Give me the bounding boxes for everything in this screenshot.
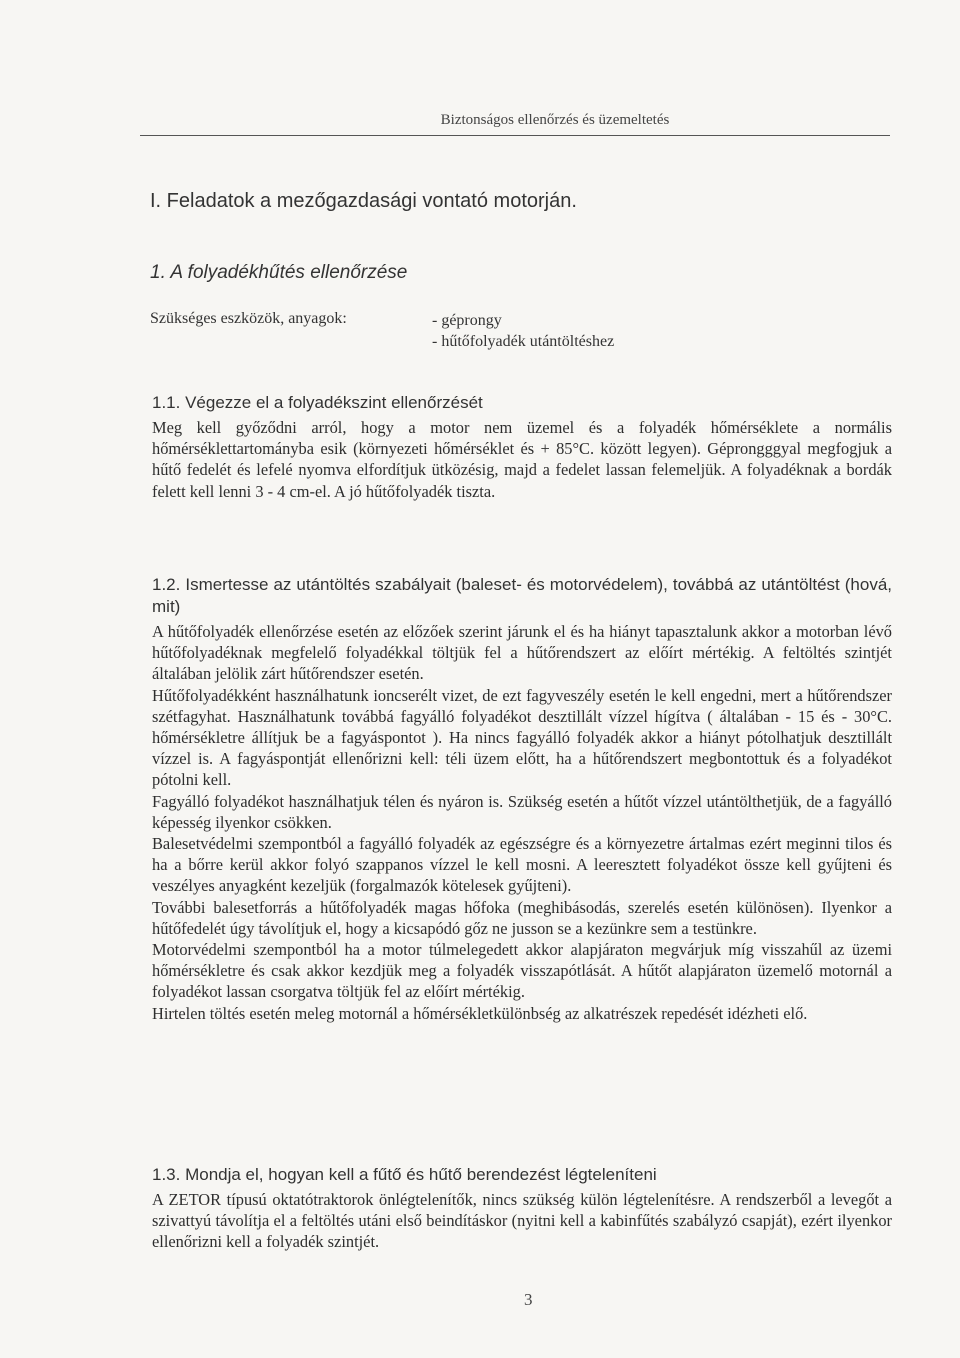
subsection-heading: 1.3. Mondja el, hogyan kell a fűtő és hűtő berendezést légteleníteni xyxy=(152,1165,657,1184)
paragraph: Hirtelen töltés esetén meleg motornál a hőmérsékletkülönbség az alkatrészek repedését idézheti elő. xyxy=(152,1003,808,1023)
subsection-1-1 xyxy=(152,392,892,502)
paragraph: További balesetforrás a hűtőfolyadék magas hőfoka (meghibásodás, szerelés esetén különösen). Ilyenkor a hűtőfedelét úgy távolítjuk el, hogy a kicsapódó gőz ne jusson se a kezünkre sem a testünkre. xyxy=(152,897,892,938)
running-header-text: Biztonságos ellenőrzés és üzemeltetés xyxy=(440,112,670,128)
chapter-title: I. Feladatok a mezőgazdasági vontató motorján. xyxy=(150,190,577,212)
subsection-1-2 xyxy=(152,574,892,1024)
paragraph: Meg kell győződni arról, hogy a motor nem üzemel és a folyadék hőmérséklete a normális hőmérséklettartományba esik (környezeti hőmérséklet és + 85°C. között legyen). Géprongggyal megfogjuk a hűtő fedelét és lefelé nyomva elfordítjuk ütközésig, majd a fedelet lassan felemeljük. A folyadéknak a bordák felett kell lenni 3 - 4 cm-el. A jó hűtőfolyadék tiszta. xyxy=(152,418,892,501)
paragraph: A ZETOR típusú oktatótraktorok önlégtelenítők, nincs szükség külön légtelenítésre. A rendszerből a levegőt a szivattyú távolítja el a feltöltés utáni első beindításkor (nyitni kell a kabinfűtés szabályzó csapját), ezért ilyenkor ellenőrizni kell a folyadék szintjét. xyxy=(152,1190,892,1252)
tool-item: - hűtőfolyadék utántöltéshez xyxy=(432,333,615,350)
section-title: 1. A folyadékhűtés ellenőrzése xyxy=(150,262,408,283)
subsection-1-3 xyxy=(152,1164,892,1253)
tool-item: - géprongy xyxy=(432,312,502,329)
subsection-heading: 1.1. Végezze el a folyadékszint ellenőrzését xyxy=(152,393,483,412)
running-header xyxy=(140,112,890,136)
paragraph: Hűtőfolyadékként használhatunk ioncserélt vizet, de ezt fagyveszély esetén le kell engedni, mert a hűtőrendszer szétfagyhat. Használhatunk továbbá fagyálló folyadékot desztillált vízzel hígítva ( általában - 15 és - 30°C. hőmérsékletre állítjuk be a fagyáspontot ). Ha nincs fagyálló folyadék akkor a hiányt pótolhatjuk desztillált vízzel is. A fagyáspontját ellenőrizni kell: téli üzem előtt, ha a hűtőrendszert megbontottuk és a folyadékot pótolni kell. xyxy=(152,685,892,790)
paragraph: Balesetvédelmi szempontból a fagyálló folyadék az egészségre és a környezetre ártalmas ezért meginni tilos és ha a bőrre kerül akkor folyó szappanos vízzel le kell mosni. A leeresztett folyadékot össze kell gyűjteni és veszélyes anyagként kezeljük (forgalmazók kötelesek gyűjteni). xyxy=(152,834,892,896)
page-number: 3 xyxy=(524,1290,533,1309)
paragraph: Fagyálló folyadékot használhatjuk télen és nyáron is. Szükség esetén a hűtőt vízzel utántölthetjük, de a fagyálló képesség ilyenkor csökken. xyxy=(152,791,892,832)
paragraph: A hűtőfolyadék ellenőrzése esetén az előzőek szerint járunk el és ha hiányt tapasztalunk akkor a motorban lévő hűtőfolyadéknak megfelelő folyadékkal töltjük fel a hűtőrendszert az előírt mértékig. A feltöltés szintjét általában jelölik zárt hűtőrendszer esetén. xyxy=(152,622,892,684)
subsection-heading: 1.2. Ismertesse az utántöltés szabályait (baleset- és motorvédelem), továbbá az utántöltést (hová, mit) xyxy=(152,575,892,616)
tools-label: Szükséges eszközök, anyagok: xyxy=(150,310,347,327)
paragraph: Motorvédelmi szempontból ha a motor túlmelegedett akkor alapjáraton megvárjuk míg visszahűl az üzemi hőmérsékletre és csak akkor kezdjük meg a folyadék visszapótlását. A hűtőt alapjáraton üzemelő motornál a folyadékot lassan csorgatva töltjük fel az előírt mértékig. xyxy=(152,940,892,1002)
tools-items xyxy=(432,310,614,352)
